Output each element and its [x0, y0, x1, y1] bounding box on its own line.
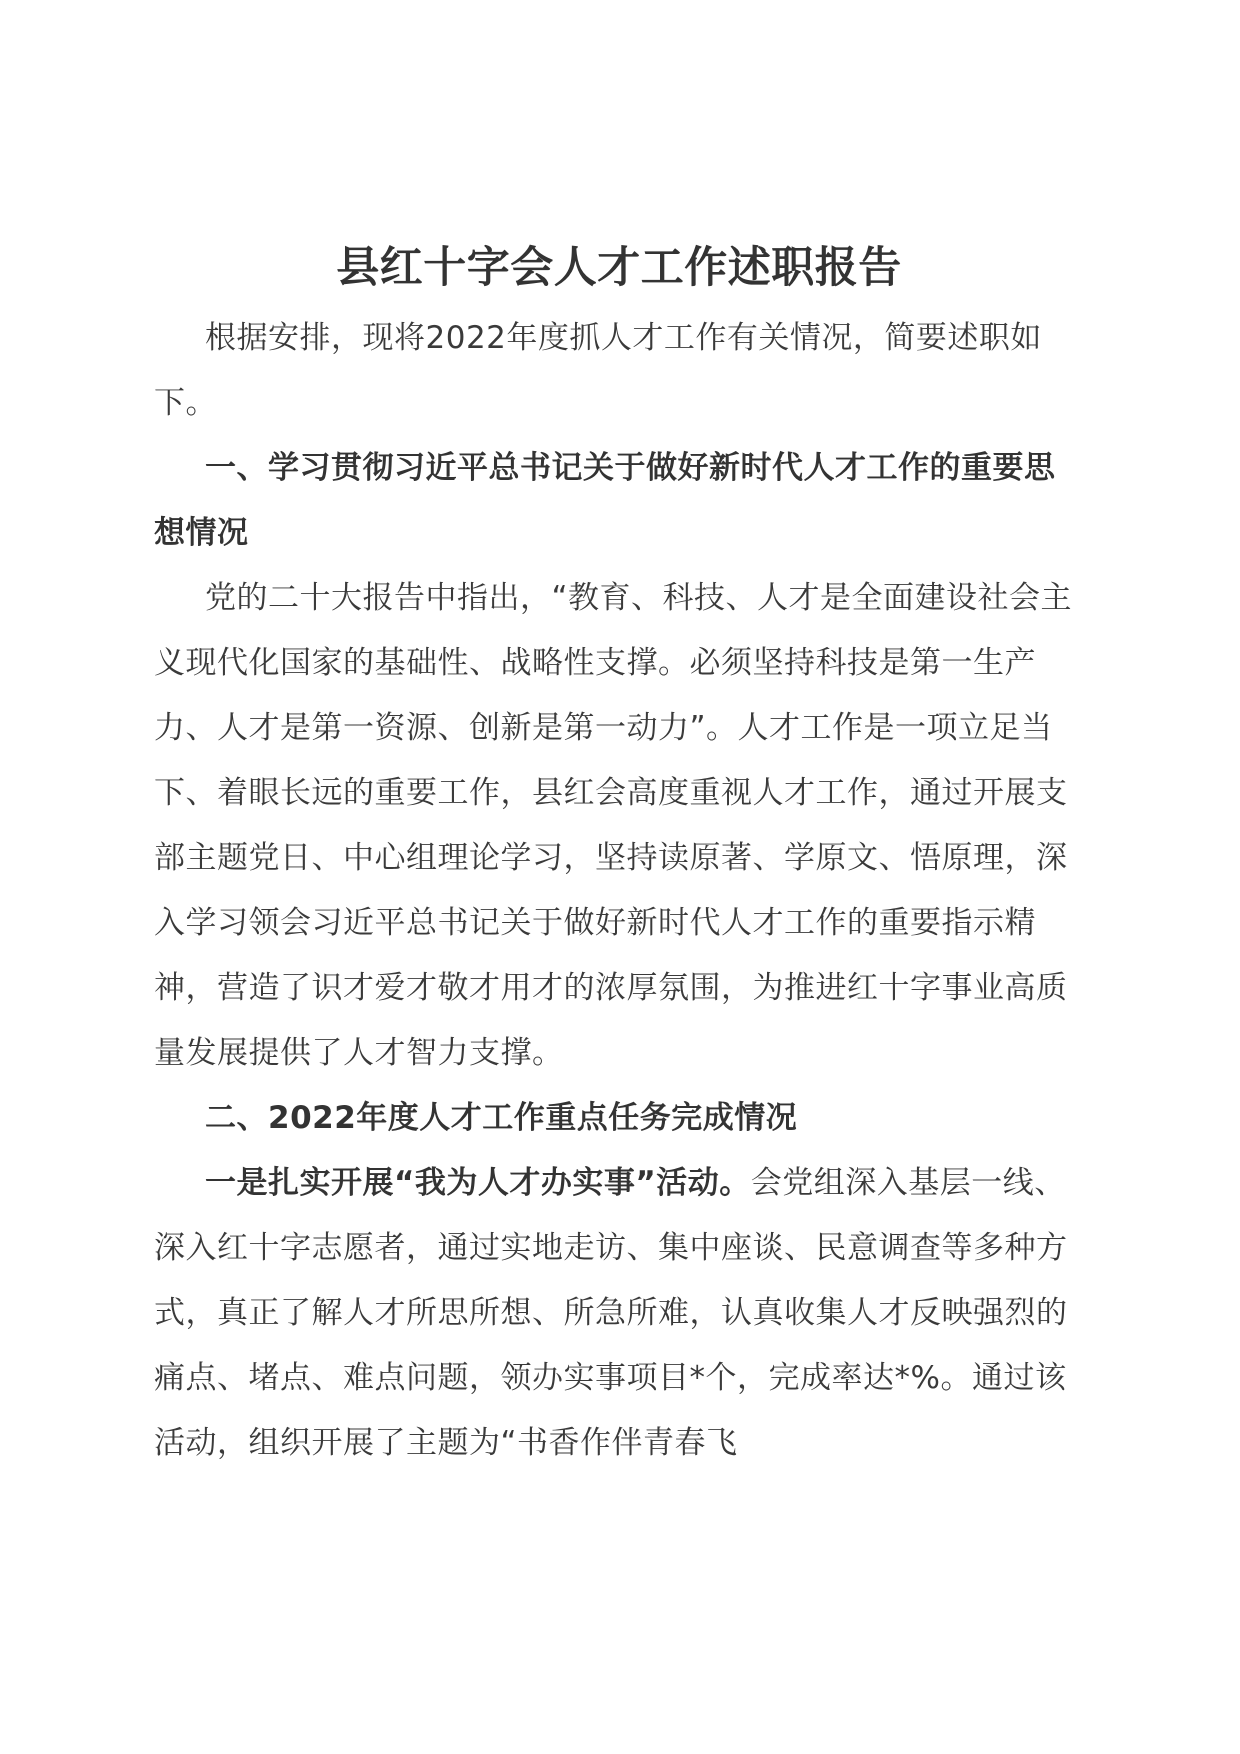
section-2-heading: 二、2022年度人才工作重点任务完成情况 [205, 1100, 798, 1136]
document-title: 县红十字会人才工作述职报告 [336, 243, 902, 293]
document-body [154, 238, 1084, 1476]
intro-paragraph: 根据安排，现将2022年度抓人才工作有关情况，简要述职如下。 [154, 320, 1042, 421]
item-1-body: 会党组深入基层一线、深入红十字志愿者，通过实地走访、集中座谈、民意调查等多种方式，真正了解人才所思所想、所急所难，认真收集人才反映强烈的痛点、堵点、难点问题，领办实事项目*个，完成率达*%。通过该活动，组织开展了主题为“书香作伴青春飞 [154, 1165, 1068, 1461]
section-1-paragraph: 党的二十大报告中指出，“教育、科技、人才是全面建设社会主义现代化国家的基础性、战略性支撑。必须坚持科技是第一生产力、人才是第一资源、创新是第一动力”。人才工作是一项立足当下、着眼长远的重要工作，县红会高度重视人才工作，通过开展支部主题党日、中心组理论学习，坚持读原著、学原文、悟原理，深入学习领会习近平总书记关于做好新时代人才工作的重要指示精神，营造了识才爱才敬才用才的浓厚氛围，为推进红十字事业高质量发展提供了人才智力支撑。 [154, 580, 1073, 1071]
section-1-heading: 一、学习贯彻习近平总书记关于做好新时代人才工作的重要思想情况 [154, 450, 1056, 551]
item-1-paragraph [154, 1151, 1084, 1476]
item-1-lead: 一是扎实开展“我为人才办实事”活动。 [205, 1165, 751, 1201]
